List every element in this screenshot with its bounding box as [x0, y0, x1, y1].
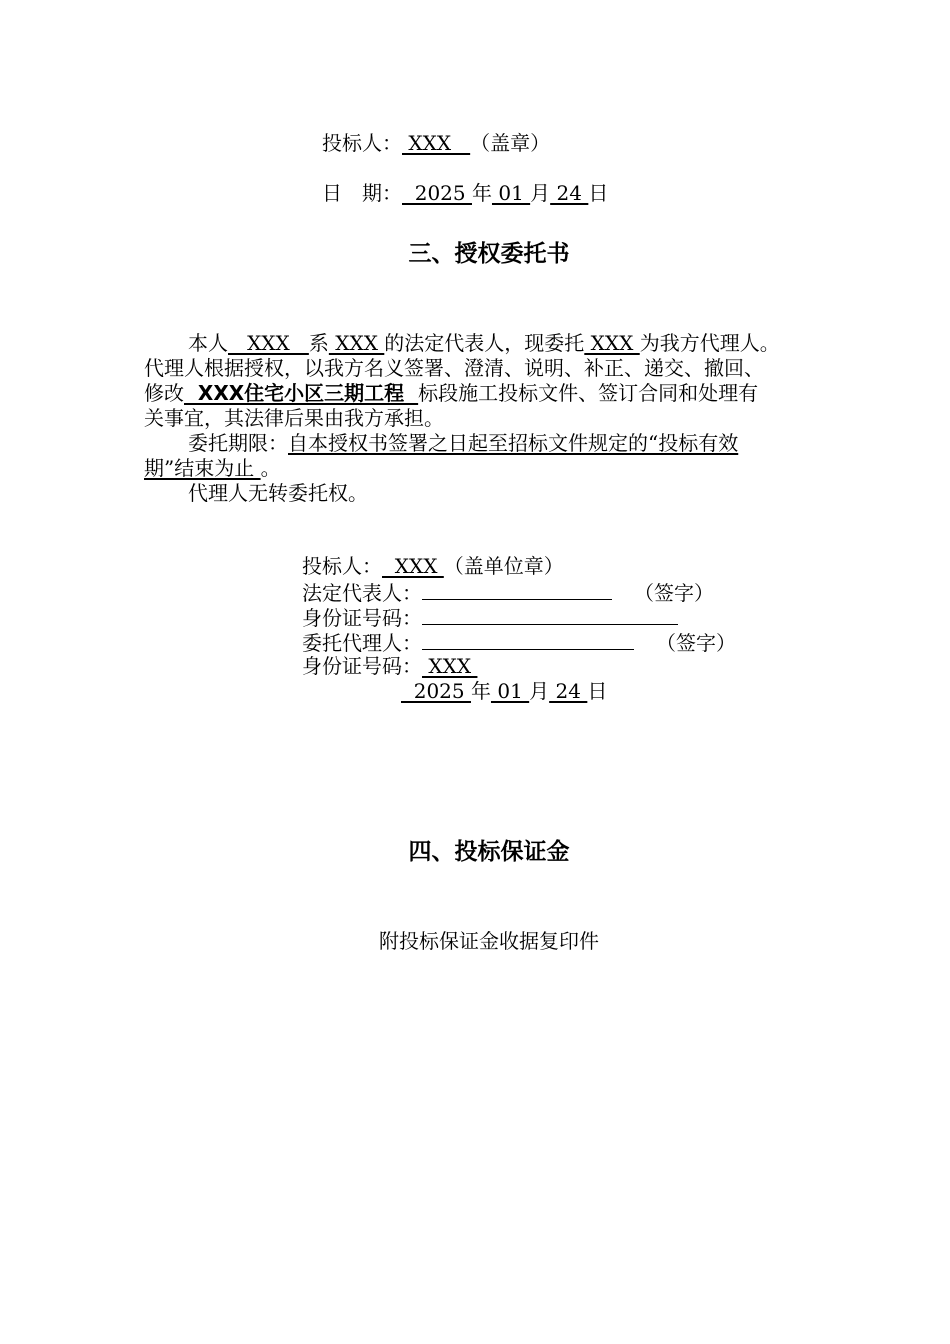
sig-legal-rep-blank[interactable] [422, 579, 612, 600]
project-name: XXX住宅小区三期工程 [184, 381, 419, 405]
sig-agent-blank[interactable] [422, 629, 634, 650]
top-day: 24 [550, 181, 589, 205]
sig-day: 24 [549, 679, 588, 703]
sig-date-line [401, 679, 607, 704]
top-date-label: 日 期： [322, 181, 402, 205]
sig-id2-label: 身份证号码： [302, 654, 422, 678]
authorization-line-3 [144, 381, 758, 406]
principal-name: XXX [228, 331, 309, 355]
term-label: 委托期限： [188, 431, 288, 455]
sig-id1-label: 身份证号码： [302, 606, 422, 630]
sig-id2-line [302, 654, 477, 679]
top-month: 01 [491, 181, 531, 205]
no-transfer-line: 代理人无转委托权。 [188, 481, 368, 505]
sig-id1-line [302, 604, 678, 631]
text-of: 系 [308, 331, 329, 355]
term-line-2 [144, 456, 281, 481]
term-value-2: 期”结束为止 [144, 456, 261, 480]
text-modify: 修改 [144, 381, 184, 405]
top-year: 2025 [402, 181, 472, 205]
sig-bidder-label: 投标人： [302, 554, 382, 578]
top-day-unit: 日 [588, 181, 609, 205]
sig-id1-blank[interactable] [422, 604, 678, 625]
text-principal-prefix: 本人 [188, 331, 228, 355]
sig-legal-rep-suffix: （签字） [634, 581, 714, 605]
term-value-1: 自本授权书签署之日起至招标文件规定的“投标有效 [288, 431, 739, 455]
top-month-unit: 月 [530, 181, 551, 205]
deposit-receipt-note: 附投标保证金收据复印件 [379, 929, 599, 953]
sig-year-unit: 年 [470, 679, 491, 703]
sig-year: 2025 [401, 679, 471, 703]
top-date-line [322, 181, 608, 206]
authorization-line-1 [188, 331, 780, 356]
agent-name: XXX [584, 331, 640, 355]
top-bidder-suffix: （盖章） [470, 131, 551, 155]
section4-title: 四、投标保证金 [408, 839, 570, 865]
top-year-unit: 年 [471, 181, 492, 205]
sig-month: 01 [490, 679, 530, 703]
sig-bidder-suffix: （盖单位章） [443, 554, 564, 578]
sig-bidder-value: XXX [382, 554, 444, 578]
company-name: XXX [328, 331, 385, 355]
sig-bidder-line [302, 554, 564, 579]
sig-id2-value: XXX [422, 654, 478, 678]
top-bidder-value: XXX [402, 131, 471, 155]
sig-legal-rep-label: 法定代表人： [302, 581, 422, 605]
sig-month-unit: 月 [529, 679, 550, 703]
authorization-line-2: 代理人根据授权，以我方名义签署、澄清、说明、补正、递交、撤回、 [144, 356, 764, 380]
term-line-1 [188, 431, 738, 456]
text-legal-rep: 的法定代表人，现委托 [384, 331, 585, 355]
top-bidder-line [322, 131, 550, 156]
sig-legal-rep-line [302, 579, 714, 606]
sig-day-unit: 日 [587, 679, 608, 703]
authorization-line-4: 关事宜，其法律后果由我方承担。 [144, 406, 444, 430]
sig-agent-suffix: （签字） [656, 631, 736, 655]
sig-agent-label: 委托代理人： [302, 631, 422, 655]
term-end: 。 [260, 456, 281, 480]
text-as-agent: 为我方代理人。 [639, 331, 780, 355]
sig-agent-line [302, 629, 736, 656]
text-bid-docs: 标段施工投标文件、签订合同和处理有 [418, 381, 759, 405]
section3-title: 三、授权委托书 [408, 241, 570, 267]
top-bidder-label: 投标人： [322, 131, 402, 155]
